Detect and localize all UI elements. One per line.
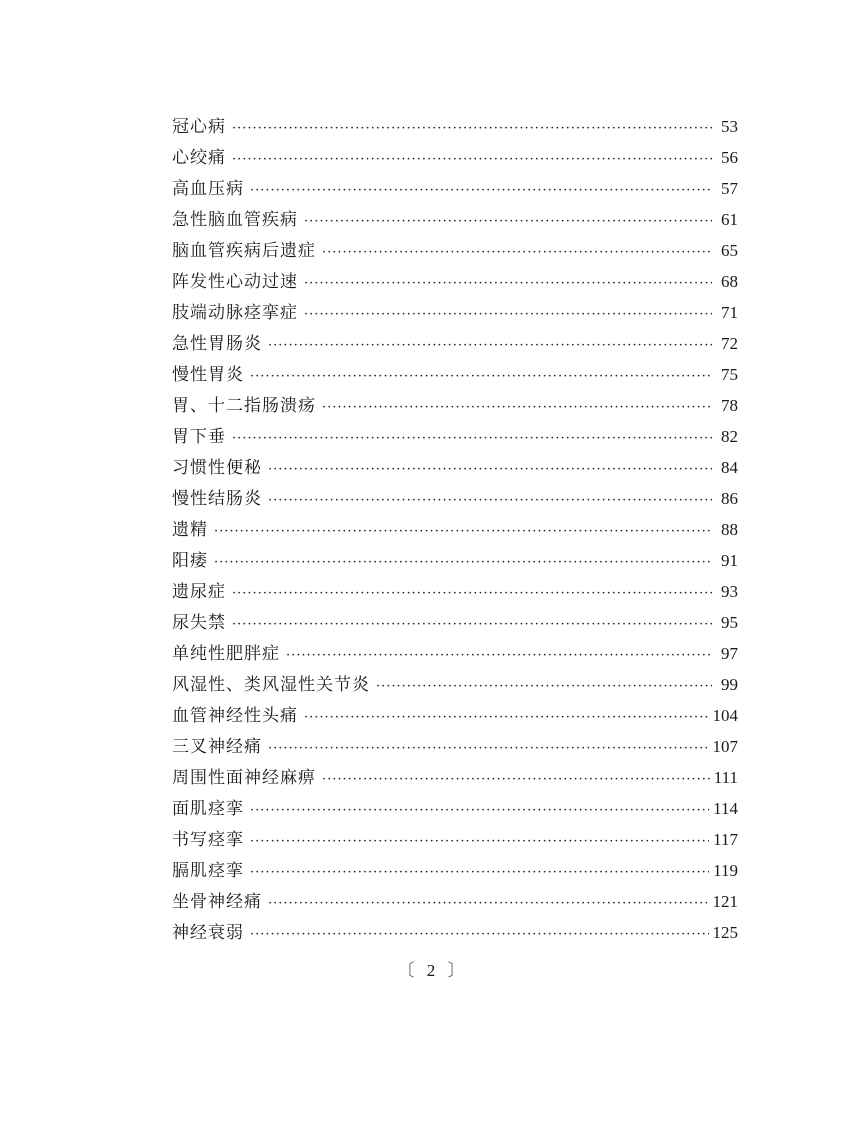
toc-entry-title: 遗精 (172, 520, 208, 540)
toc-entry-page: 104 (712, 706, 738, 725)
toc-entry-page: 95 (721, 613, 738, 632)
toc-entry-title: 遗尿症 (172, 582, 226, 602)
toc-entry-title: 血管神经性头痛 (172, 706, 298, 726)
toc-entry (172, 576, 738, 607)
toc-entry-title: 膈肌痉挛 (172, 861, 244, 881)
toc-entry-title: 急性胃肠炎 (172, 334, 262, 354)
toc-entry-page: 65 (721, 241, 738, 260)
toc-entry (172, 390, 738, 421)
toc-entry-title: 面肌痉挛 (172, 799, 244, 819)
toc-entry (172, 173, 738, 204)
toc-entry (172, 855, 738, 886)
toc-entry (172, 483, 738, 514)
toc-entry-page: 97 (721, 644, 738, 663)
toc-entry-page: 61 (721, 210, 738, 229)
toc-dot-leader (250, 795, 709, 826)
toc-entry (172, 886, 738, 917)
toc-entry-page: 93 (721, 582, 738, 601)
toc-dot-leader (286, 640, 712, 671)
toc-entry-page: 99 (721, 675, 738, 694)
toc-entry (172, 452, 738, 483)
toc-entry-title: 风湿性、类风湿性关节炎 (172, 675, 370, 695)
toc-entry (172, 669, 738, 700)
toc-entry-page: 114 (713, 799, 738, 818)
toc-entry-title: 肢端动脉痉挛症 (172, 303, 298, 323)
toc-entry-page: 117 (713, 830, 738, 849)
toc-dot-leader (250, 826, 709, 857)
toc-entry (172, 638, 738, 669)
toc-dot-leader (250, 361, 712, 392)
toc-entry-title: 周围性面神经麻痹 (172, 768, 316, 788)
toc-dot-leader (232, 144, 712, 175)
toc-dot-leader (214, 547, 712, 578)
toc-dot-leader (322, 764, 710, 795)
toc-entry (172, 204, 738, 235)
toc-entry-page: 75 (721, 365, 738, 384)
toc-entry (172, 297, 738, 328)
toc-dot-leader (268, 454, 712, 485)
toc-entry-page: 88 (721, 520, 738, 539)
toc-entry-title: 尿失禁 (172, 613, 226, 633)
toc-entry-page: 86 (721, 489, 738, 508)
toc-entry-page: 84 (721, 458, 738, 477)
toc-dot-leader (304, 268, 712, 299)
toc-entry-page: 121 (712, 892, 738, 911)
toc-entry (172, 824, 738, 855)
toc-entry-title: 冠心病 (172, 117, 226, 137)
toc-entry-title: 慢性胃炎 (172, 365, 244, 385)
toc-entry-title: 书写痉挛 (172, 830, 244, 850)
toc-dot-leader (250, 175, 712, 206)
toc-entry-page: 119 (713, 861, 738, 880)
toc-entry-page: 111 (713, 768, 738, 787)
toc-entry-title: 阵发性心动过速 (172, 272, 298, 292)
toc-entry-title: 习惯性便秘 (172, 458, 262, 478)
toc-entry (172, 731, 738, 762)
toc-entry (172, 328, 738, 359)
toc-dot-leader (304, 702, 709, 733)
toc-entry-page: 82 (721, 427, 738, 446)
toc-entry (172, 700, 738, 731)
toc-entry-page: 125 (712, 923, 738, 942)
toc-entry-title: 坐骨神经痛 (172, 892, 262, 912)
toc-entry (172, 545, 738, 576)
toc-entry-page: 57 (721, 179, 738, 198)
toc-entry-title: 慢性结肠炎 (172, 489, 262, 509)
toc-dot-leader (322, 392, 712, 423)
toc-entry-title: 急性脑血管疾病 (172, 210, 298, 230)
toc-entry-page: 53 (721, 117, 738, 136)
toc-dot-leader (232, 113, 712, 144)
toc-dot-leader (322, 237, 712, 268)
table-of-contents (172, 111, 738, 948)
toc-entry-title: 三叉神经痛 (172, 737, 262, 757)
toc-entry-title: 高血压病 (172, 179, 244, 199)
toc-entry-title: 胃下垂 (172, 427, 226, 447)
toc-entry-page: 71 (721, 303, 738, 322)
toc-entry-title: 脑血管疾病后遗症 (172, 241, 316, 261)
toc-entry (172, 762, 738, 793)
toc-dot-leader (268, 330, 712, 361)
toc-entry-page: 68 (721, 272, 738, 291)
toc-entry (172, 514, 738, 545)
toc-entry (172, 607, 738, 638)
toc-entry-title: 心绞痛 (172, 148, 226, 168)
toc-dot-leader (250, 919, 709, 950)
toc-dot-leader (232, 423, 712, 454)
toc-entry-title: 阳痿 (172, 551, 208, 571)
toc-entry-title: 胃、十二指肠溃疡 (172, 396, 316, 416)
toc-dot-leader (232, 578, 712, 609)
toc-dot-leader (376, 671, 712, 702)
toc-dot-leader (268, 485, 712, 516)
toc-entry-page: 107 (712, 737, 738, 756)
toc-entry-page: 91 (721, 551, 738, 570)
toc-dot-leader (268, 888, 709, 919)
toc-dot-leader (304, 206, 712, 237)
page-number: 〔 2 〕 (397, 961, 469, 980)
toc-entry (172, 793, 738, 824)
toc-dot-leader (232, 609, 712, 640)
toc-entry-page: 78 (721, 396, 738, 415)
toc-entry (172, 359, 738, 390)
toc-entry (172, 235, 738, 266)
toc-dot-leader (214, 516, 712, 547)
toc-dot-leader (304, 299, 712, 330)
toc-entry (172, 266, 738, 297)
toc-entry-title: 单纯性肥胖症 (172, 644, 280, 664)
toc-dot-leader (250, 857, 709, 888)
toc-entry (172, 421, 738, 452)
toc-entry (172, 111, 738, 142)
toc-entry-page: 72 (721, 334, 738, 353)
toc-dot-leader (268, 733, 709, 764)
toc-entry-page: 56 (721, 148, 738, 167)
toc-entry-title: 神经衰弱 (172, 923, 244, 943)
toc-entry (172, 917, 738, 948)
toc-entry (172, 142, 738, 173)
